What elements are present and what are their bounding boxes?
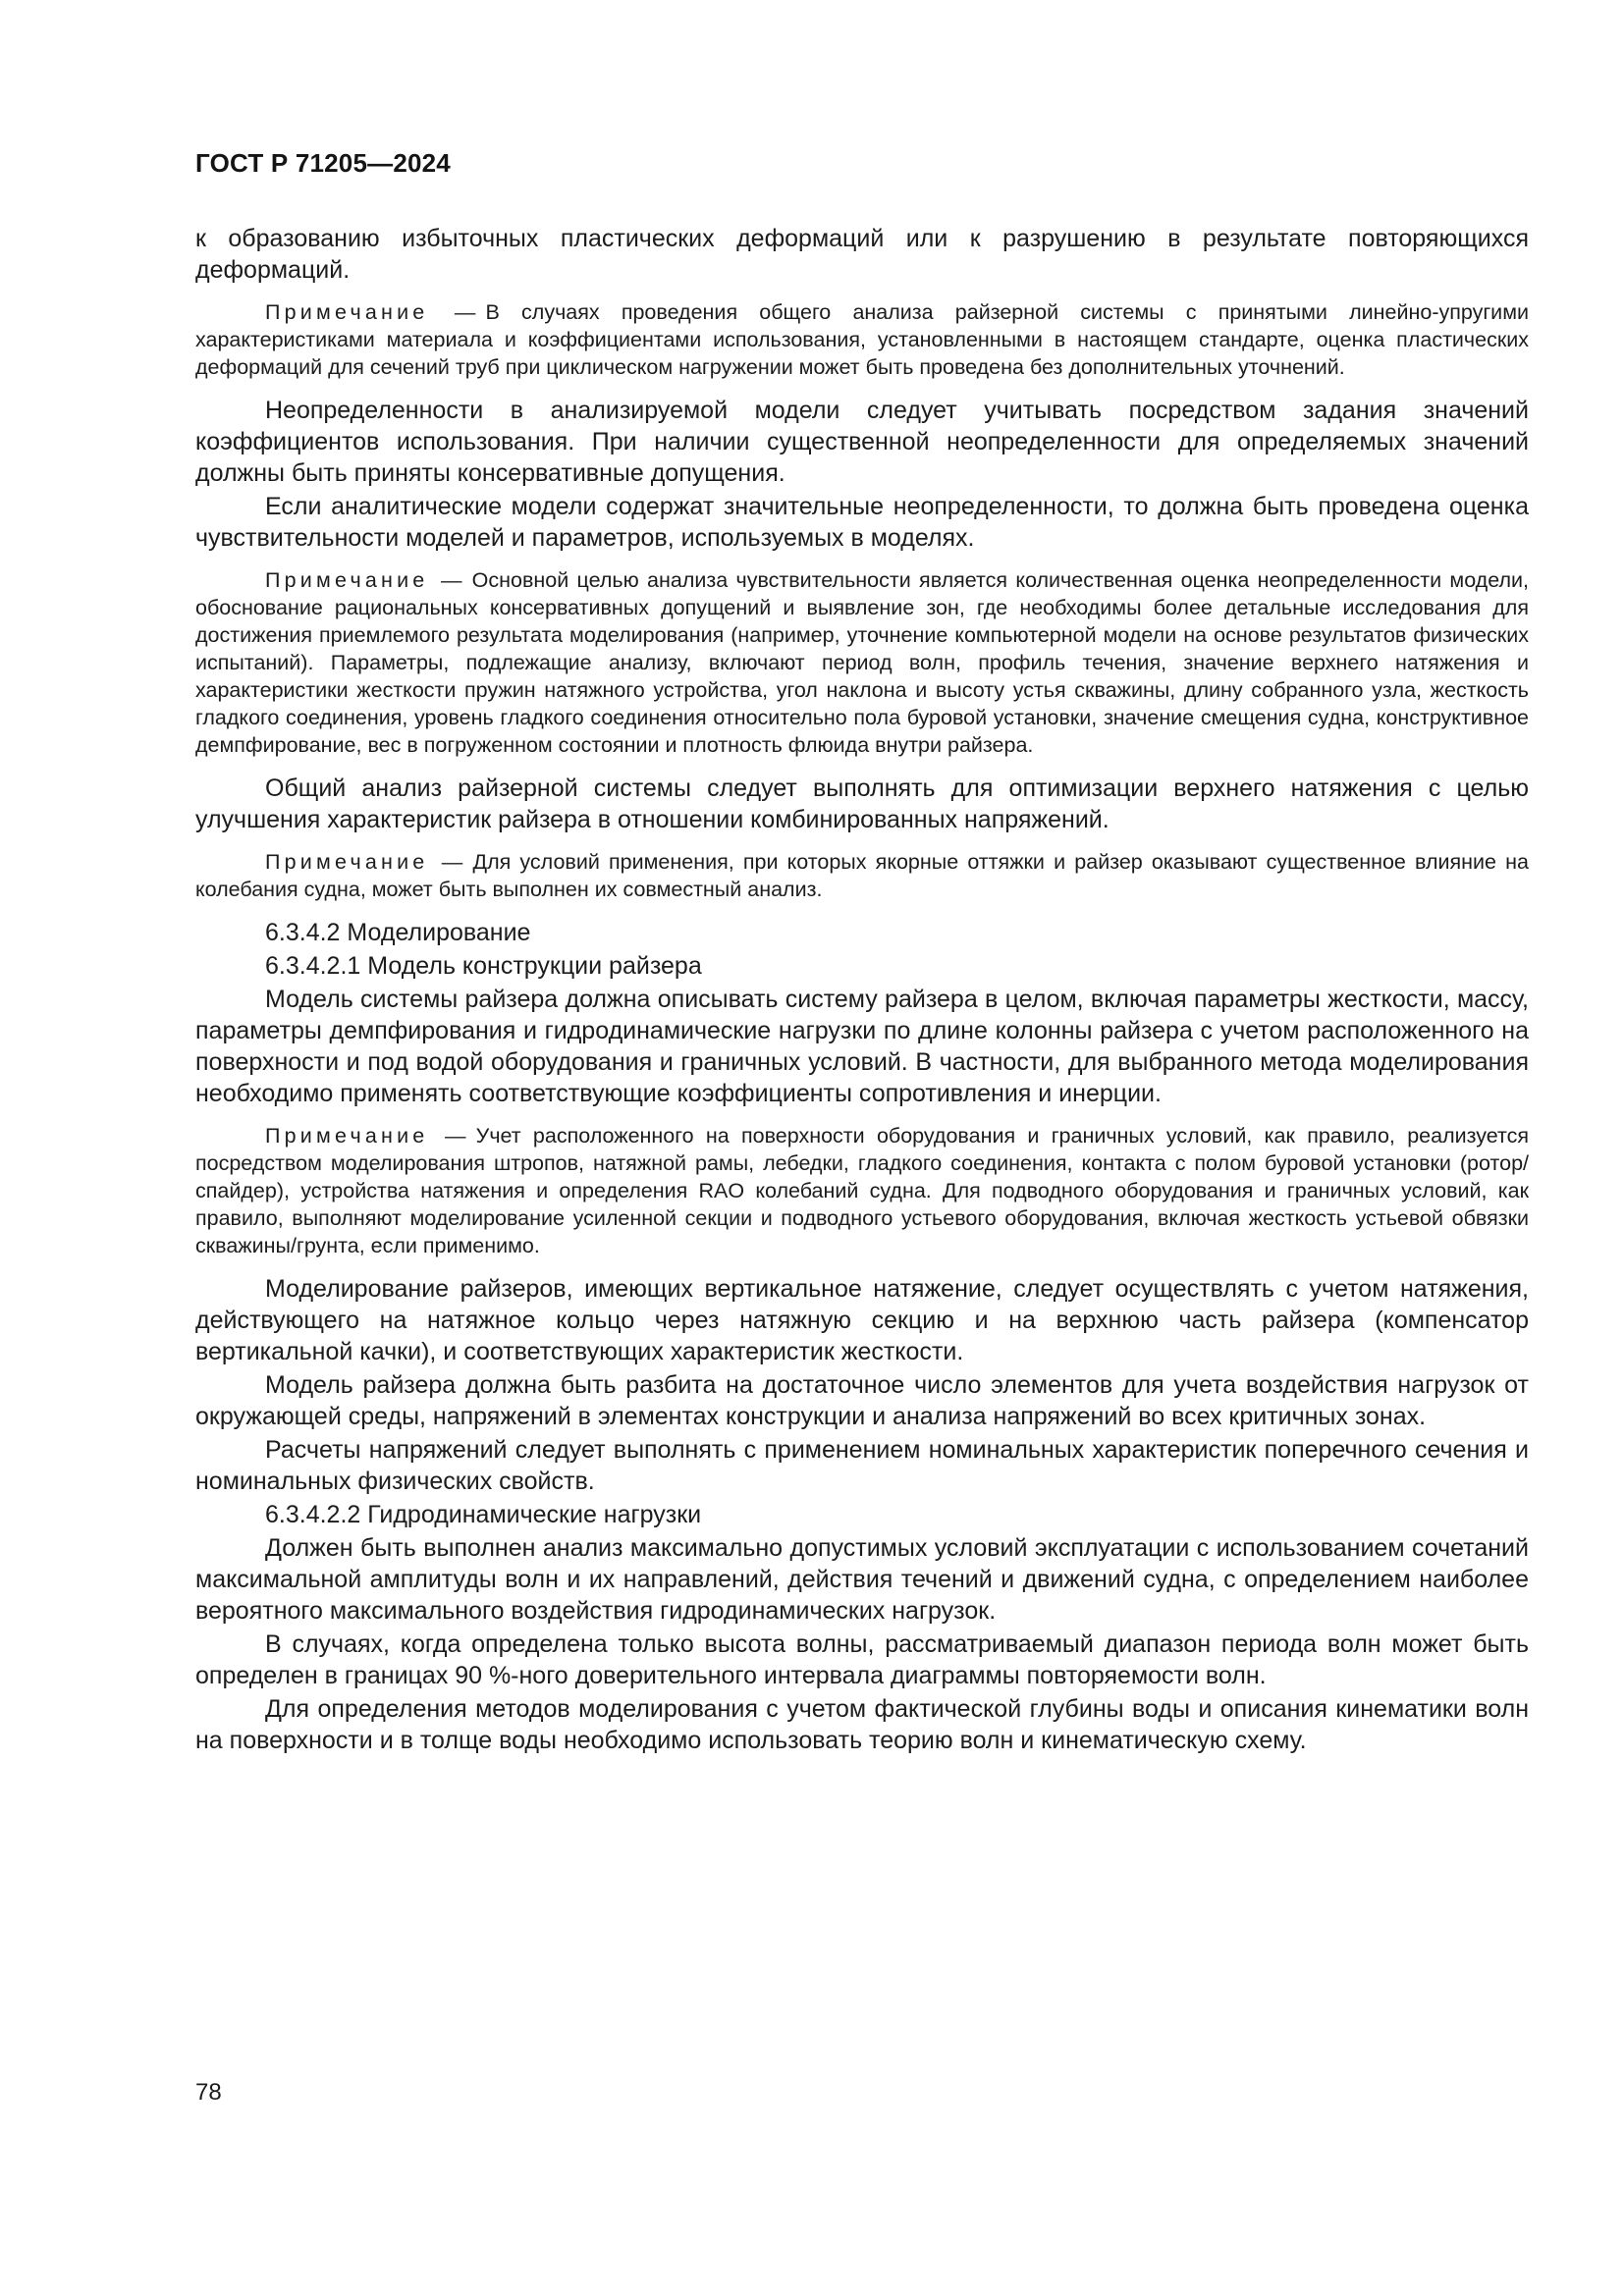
body-paragraph: к образованию избыточных пластических деформаций или к разрушению в результате повторяющихся деформаций. bbox=[195, 225, 1529, 284]
note-paragraph bbox=[195, 298, 1529, 381]
body-paragraph: Модель райзера должна быть разбита на достаточное число элементов для учета воздействия нагрузок от окружающей среды, напряжений в элементах конструкции и анализа напряжений во всех критичных зонах. bbox=[195, 1371, 1529, 1430]
note-prefix: Примечание — bbox=[265, 300, 480, 324]
note-prefix: Примечание — bbox=[265, 568, 466, 592]
body-paragraph: Модель системы райзера должна описывать систему райзера в целом, включая параметры жесткости, массу, параметры демпфирования и гидродинамические нагрузки по длине колонны райзера с учетом расположенного на поверхности и под водой оборудования и граничных условий. В частности, для выбранного метода моделирования необходимо применять соответствующие коэффициенты сопротивления и инерции. bbox=[195, 986, 1529, 1107]
body-paragraph: Моделирование райзеров, имеющих вертикальное натяжение, следует осуществлять с учетом натяжения, действующего на натяжное кольцо через натяжную секцию и на верхнюю часть райзера (компенсатор вертикальной качки), и соответствующих характеристик жесткости. bbox=[195, 1275, 1529, 1365]
body-paragraph: Для определения методов моделирования с учетом фактической глубины воды и описания кинематики волн на поверхности и в толще воды необходимо использовать теорию волн и кинематическую схему. bbox=[195, 1695, 1529, 1754]
body-paragraph: Расчеты напряжений следует выполнять с применением номинальных характеристик поперечного сечения и номинальных физических свойств. bbox=[195, 1436, 1529, 1495]
page-number: 78 bbox=[195, 2079, 222, 2106]
body-paragraph: Должен быть выполнен анализ максимально допустимых условий эксплуатации с использованием сочетаний максимальной амплитуды волн и их направлений, действия течений и движений судна, с определением наиболее вероятного максимального воздействия гидродинамических нагрузок. bbox=[195, 1534, 1529, 1625]
body-paragraph: Неопределенности в анализируемой модели следует учитывать посредством задания значений коэффициентов использования. При наличии существенной неопределенности для определяемых значений должны быть приняты консервативные допущения. bbox=[195, 397, 1529, 487]
section-heading: 6.3.4.2 Моделирование bbox=[265, 919, 531, 946]
note-text: В случаях проведения общего анализа райзерной системы с принятыми линейно-упругими характеристиками материала и коэффициентами использования, установленными в настоящем стандарте, оценка пластических деформаций для сечений труб при циклическом нагружении может быть проведена без дополнительных уточнений. bbox=[195, 300, 1529, 379]
body-paragraph: Общий анализ райзерной системы следует выполнять для оптимизации верхнего натяжения с целью улучшения характеристик райзера в отношении комбинированных напряжений. bbox=[195, 774, 1529, 833]
note-text: Учет расположенного на поверхности оборудования и граничных условий, как правило, реализуется посредством моделирования штропов, натяжной рамы, лебедки, гладкого соединения, контакта с полом буровой установки (ротор/спайдер), устройства натяжения и определения RAO колебаний судна. Для подводного оборудования и граничных условий, как правило, выполняют моделирование усиленной секции и подводного устьевого оборудования, включая жесткость устьевой обвязки скважины/грунта, если применимо. bbox=[195, 1124, 1529, 1257]
note-paragraph bbox=[195, 566, 1529, 759]
note-text: Для условий применения, при которых якорные оттяжки и райзер оказывают существенное влияние на колебания судна, может быть выполнен их совместный анализ. bbox=[195, 850, 1529, 901]
note-prefix: Примечание — bbox=[265, 1124, 470, 1148]
section-heading: 6.3.4.2.2 Гидродинамические нагрузки bbox=[265, 1501, 702, 1528]
note-paragraph bbox=[195, 1122, 1529, 1259]
document-header: ГОСТ Р 71205—2024 bbox=[195, 148, 451, 178]
document-body bbox=[195, 223, 1529, 1758]
body-paragraph: В случаях, когда определена только высота волны, рассматриваемый диапазон периода волн может быть определен в границах 90 %-ного доверительного интервала диаграммы повторяемости волн. bbox=[195, 1630, 1529, 1689]
note-paragraph bbox=[195, 848, 1529, 903]
note-text: Основной целью анализа чувствительности является количественная оценка неопределенности модели, обоснование рациональных консервативных допущений и выявление зон, где необходимы более детальные исследования для достижения приемлемого результата моделирования (например, уточнение компьютерной модели на основе результатов физических испытаний). Параметры, подлежащие анализу, включают период волн, профиль течения, значение верхнего натяжения и характеристики жесткости пружин натяжного устройства, угол наклона и высоту устья скважины, длину собранного узла, жесткость гладкого соединения, уровень гладкого соединения относительно пола буровой установки, значение смещения судна, конструктивное демпфирование, вес в погруженном состоянии и плотность флюида внутри райзера. bbox=[195, 568, 1529, 757]
section-heading: 6.3.4.2.1 Модель конструкции райзера bbox=[265, 952, 702, 980]
note-prefix: Примечание — bbox=[265, 850, 467, 874]
body-paragraph: Если аналитические модели содержат значительные неопределенности, то должна быть проведена оценка чувствительности моделей и параметров, используемых в моделях. bbox=[195, 493, 1529, 552]
